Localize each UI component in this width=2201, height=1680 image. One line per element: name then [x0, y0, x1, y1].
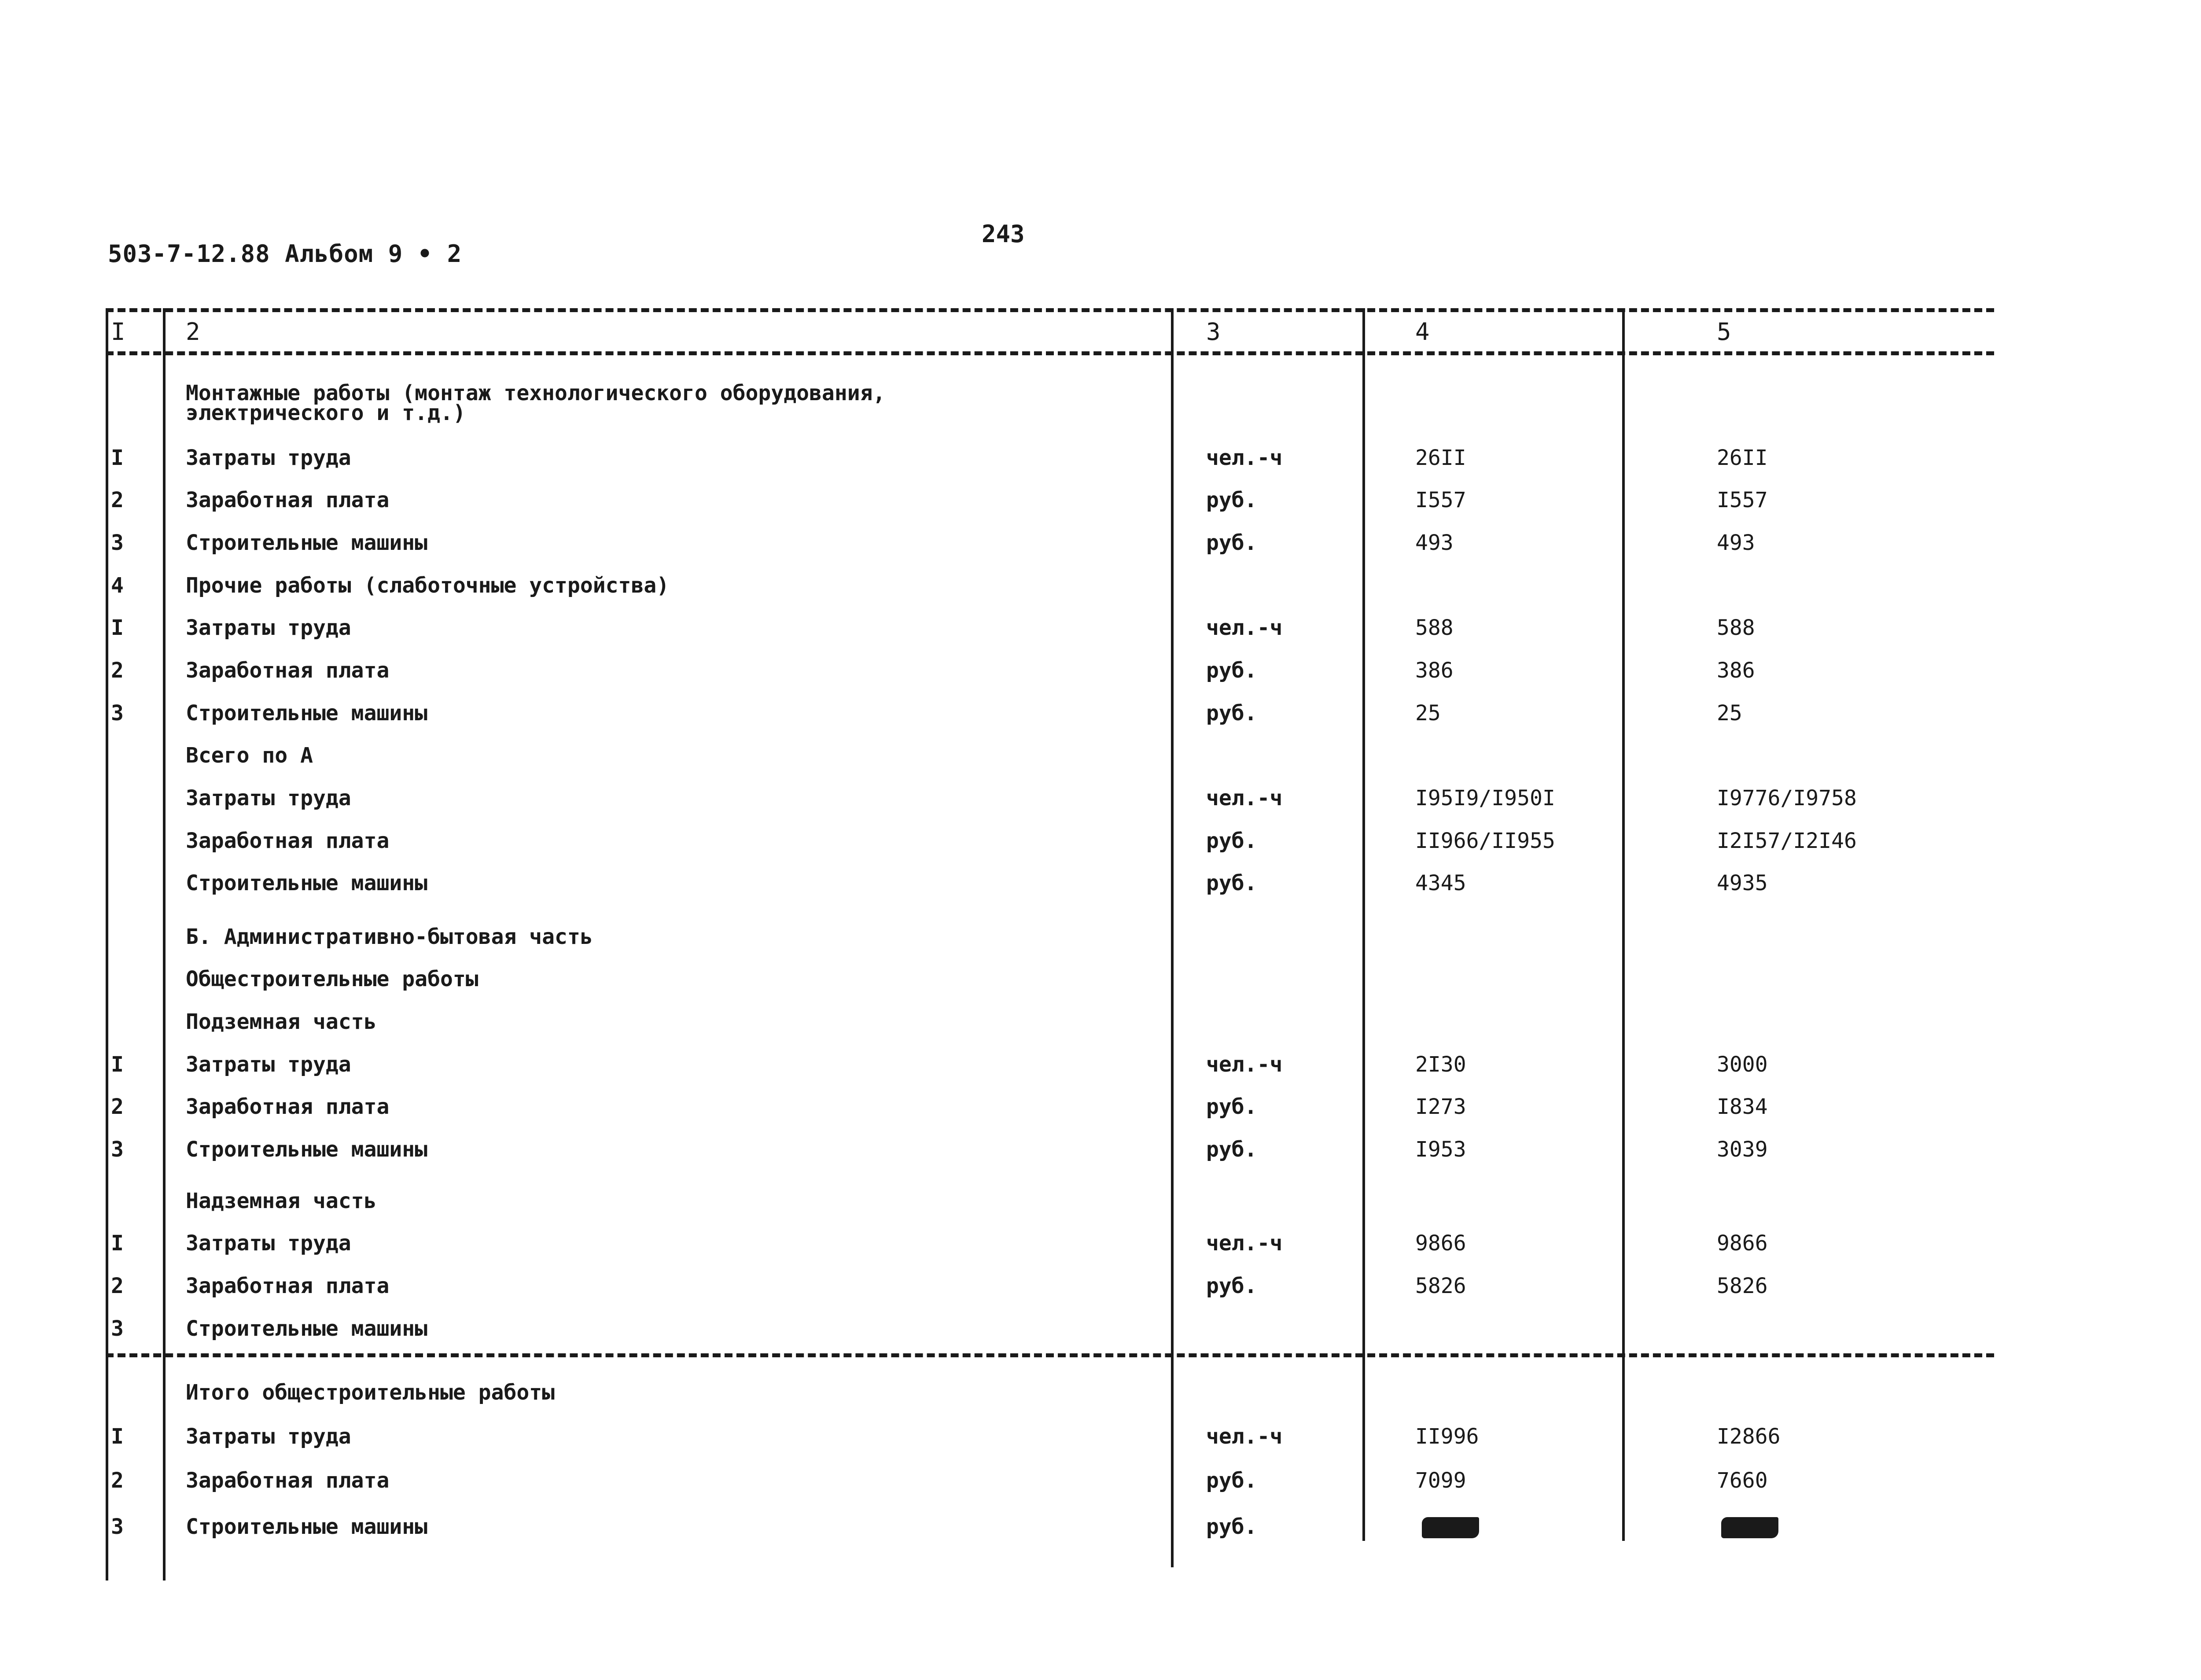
- row-description: Прочие работы (слаботочные устройства): [186, 573, 670, 598]
- row-description: Строительные машины: [186, 531, 428, 555]
- row-value-col5: 5826: [1717, 1274, 1768, 1298]
- table-row: [106, 1009, 1994, 1049]
- column-header-5: 5: [1717, 318, 1731, 346]
- row-number: 2: [111, 658, 124, 683]
- table-row: [106, 1094, 1994, 1134]
- table-row: [106, 871, 1994, 910]
- table-row: [106, 615, 1994, 655]
- row-unit: руб.: [1206, 1468, 1257, 1493]
- row-description: Заработная плата: [186, 1094, 390, 1119]
- row-value-col5: 26II: [1717, 446, 1768, 470]
- row-value-col5: 25: [1717, 701, 1742, 726]
- column-header-4: 4: [1415, 318, 1430, 346]
- row-value-col5: 493: [1717, 531, 1755, 555]
- row-number: 2: [111, 1274, 124, 1298]
- row-value-col5: 588: [1717, 615, 1755, 640]
- header-bottom-rule: [106, 351, 1994, 355]
- row-number: 3: [111, 531, 124, 555]
- row-value-col4: 26II: [1415, 446, 1466, 470]
- row-value-col5: I9776/I9758: [1717, 786, 1857, 811]
- row-value-col4: II966/II955: [1415, 829, 1555, 853]
- document-code: 503-7-12.88 Альбом 9 • 2: [108, 240, 462, 268]
- table-row: [106, 1189, 1994, 1228]
- row-description: Строительные машины: [186, 1514, 428, 1539]
- table-row: [106, 1052, 1994, 1092]
- table-row: [106, 1274, 1994, 1313]
- row-description: Заработная плата: [186, 1468, 390, 1493]
- row-description: Строительные машины: [186, 701, 428, 726]
- row-value-col5: 3000: [1717, 1052, 1768, 1077]
- row-number: 3: [111, 701, 124, 726]
- row-unit: руб.: [1206, 1274, 1257, 1298]
- row-value-col5: I557: [1717, 488, 1768, 512]
- table-row: [106, 488, 1994, 527]
- row-description: Строительные машины: [186, 871, 428, 895]
- row-value-col4: 7099: [1415, 1468, 1466, 1493]
- table-row: [106, 701, 1994, 741]
- row-number: 4: [111, 573, 124, 598]
- row-value-col4: I953: [1415, 1137, 1466, 1162]
- page-number: 243: [982, 220, 1025, 248]
- row-unit: чел.-ч: [1206, 1424, 1283, 1449]
- row-unit: руб.: [1206, 701, 1257, 726]
- row-value-col5: 9866: [1717, 1231, 1768, 1256]
- row-value-col4: 4345: [1415, 871, 1466, 895]
- row-unit: руб.: [1206, 1094, 1257, 1119]
- row-unit: чел.-ч: [1206, 1052, 1283, 1077]
- row-description: Всего по А: [186, 743, 313, 768]
- table-row: [106, 446, 1994, 485]
- ink-smudge: [1422, 1517, 1479, 1538]
- row-unit: чел.-ч: [1206, 615, 1283, 640]
- row-description: Затраты труда: [186, 1424, 351, 1449]
- row-value-col4: 5826: [1415, 1274, 1466, 1298]
- row-description: Строительные машины: [186, 1316, 428, 1341]
- row-unit: руб.: [1206, 829, 1257, 853]
- row-unit: чел.-ч: [1206, 1231, 1283, 1256]
- row-value-col4: II996: [1415, 1424, 1479, 1449]
- column-header-2: 2: [186, 318, 200, 346]
- row-value-col4: 493: [1415, 531, 1454, 555]
- row-number: 2: [111, 1468, 124, 1493]
- table-row: [106, 743, 1994, 783]
- row-value-col5: 386: [1717, 658, 1755, 683]
- row-value-col5: 4935: [1717, 871, 1768, 895]
- row-unit: чел.-ч: [1206, 786, 1283, 811]
- table-row: [106, 658, 1994, 698]
- row-number: 3: [111, 1514, 124, 1539]
- column-header-3: 3: [1206, 318, 1221, 346]
- row-description: Затраты труда: [186, 615, 351, 640]
- row-unit: чел.-ч: [1206, 446, 1283, 470]
- table-row: [106, 829, 1994, 868]
- table-row: [106, 1231, 1994, 1271]
- row-value-col5: I834: [1717, 1094, 1768, 1119]
- row-value-col4: 588: [1415, 615, 1454, 640]
- ink-smudge: [1721, 1517, 1778, 1538]
- row-number: 2: [111, 488, 124, 512]
- row-description: Надземная часть: [186, 1189, 377, 1213]
- row-value-col5: 7660: [1717, 1468, 1768, 1493]
- row-value-col4: I95I9/I950I: [1415, 786, 1555, 811]
- row-number: I: [111, 615, 124, 640]
- table-row: [106, 573, 1994, 613]
- row-description: Подземная часть: [186, 1009, 377, 1034]
- table-row: [106, 531, 1994, 570]
- table-row: [106, 925, 1994, 964]
- row-description: Общестроительные работы: [186, 967, 478, 991]
- row-unit: руб.: [1206, 488, 1257, 512]
- column-header-1: I: [111, 318, 125, 346]
- row-value-col4: I557: [1415, 488, 1466, 512]
- table-top-rule: [106, 308, 1994, 312]
- row-value-col4: 25: [1415, 701, 1441, 726]
- row-value-col5: I2I57/I2I46: [1717, 829, 1857, 853]
- row-description: Затраты труда: [186, 1052, 351, 1077]
- row-unit: руб.: [1206, 531, 1257, 555]
- row-number: 2: [111, 1094, 124, 1119]
- table-row: [106, 1424, 1994, 1464]
- row-description: Затраты труда: [186, 1231, 351, 1256]
- table-row: [106, 1468, 1994, 1508]
- row-description: Заработная плата: [186, 1274, 390, 1298]
- row-value-col4: 2I30: [1415, 1052, 1466, 1077]
- row-value-col5: I2866: [1717, 1424, 1781, 1449]
- table-row: [106, 1137, 1994, 1177]
- row-unit: руб.: [1206, 1137, 1257, 1162]
- row-description: Монтажные работы (монтаж технологического оборудования,: [186, 381, 886, 405]
- row-unit: руб.: [1206, 658, 1257, 683]
- table-row: [106, 401, 1994, 440]
- table-row: [106, 786, 1994, 825]
- estimate-table: [106, 304, 1994, 1581]
- table-row: [106, 1316, 1994, 1356]
- row-value-col5: 3039: [1717, 1137, 1768, 1162]
- row-description: Заработная плата: [186, 658, 390, 683]
- row-description: Затраты труда: [186, 446, 351, 470]
- row-description: Затраты труда: [186, 786, 351, 811]
- row-description: Итого общестроительные работы: [186, 1380, 555, 1405]
- row-description: электрического и т.д.): [186, 401, 466, 425]
- row-value-col4: I273: [1415, 1094, 1466, 1119]
- table-row: [106, 1514, 1994, 1554]
- row-number: I: [111, 446, 124, 470]
- row-value-col4: 386: [1415, 658, 1454, 683]
- row-number: I: [111, 1424, 124, 1449]
- row-number: 3: [111, 1316, 124, 1341]
- row-value-col4: 9866: [1415, 1231, 1466, 1256]
- row-description: Заработная плата: [186, 488, 390, 512]
- row-number: I: [111, 1231, 124, 1256]
- row-unit: руб.: [1206, 871, 1257, 895]
- row-unit: руб.: [1206, 1514, 1257, 1539]
- row-description: Строительные машины: [186, 1137, 428, 1162]
- table-row: [106, 1380, 1994, 1420]
- table-row: [106, 967, 1994, 1006]
- row-number: 3: [111, 1137, 124, 1162]
- row-description: Б. Административно-бытовая часть: [186, 925, 593, 949]
- row-description: Заработная плата: [186, 829, 390, 853]
- row-number: I: [111, 1052, 124, 1077]
